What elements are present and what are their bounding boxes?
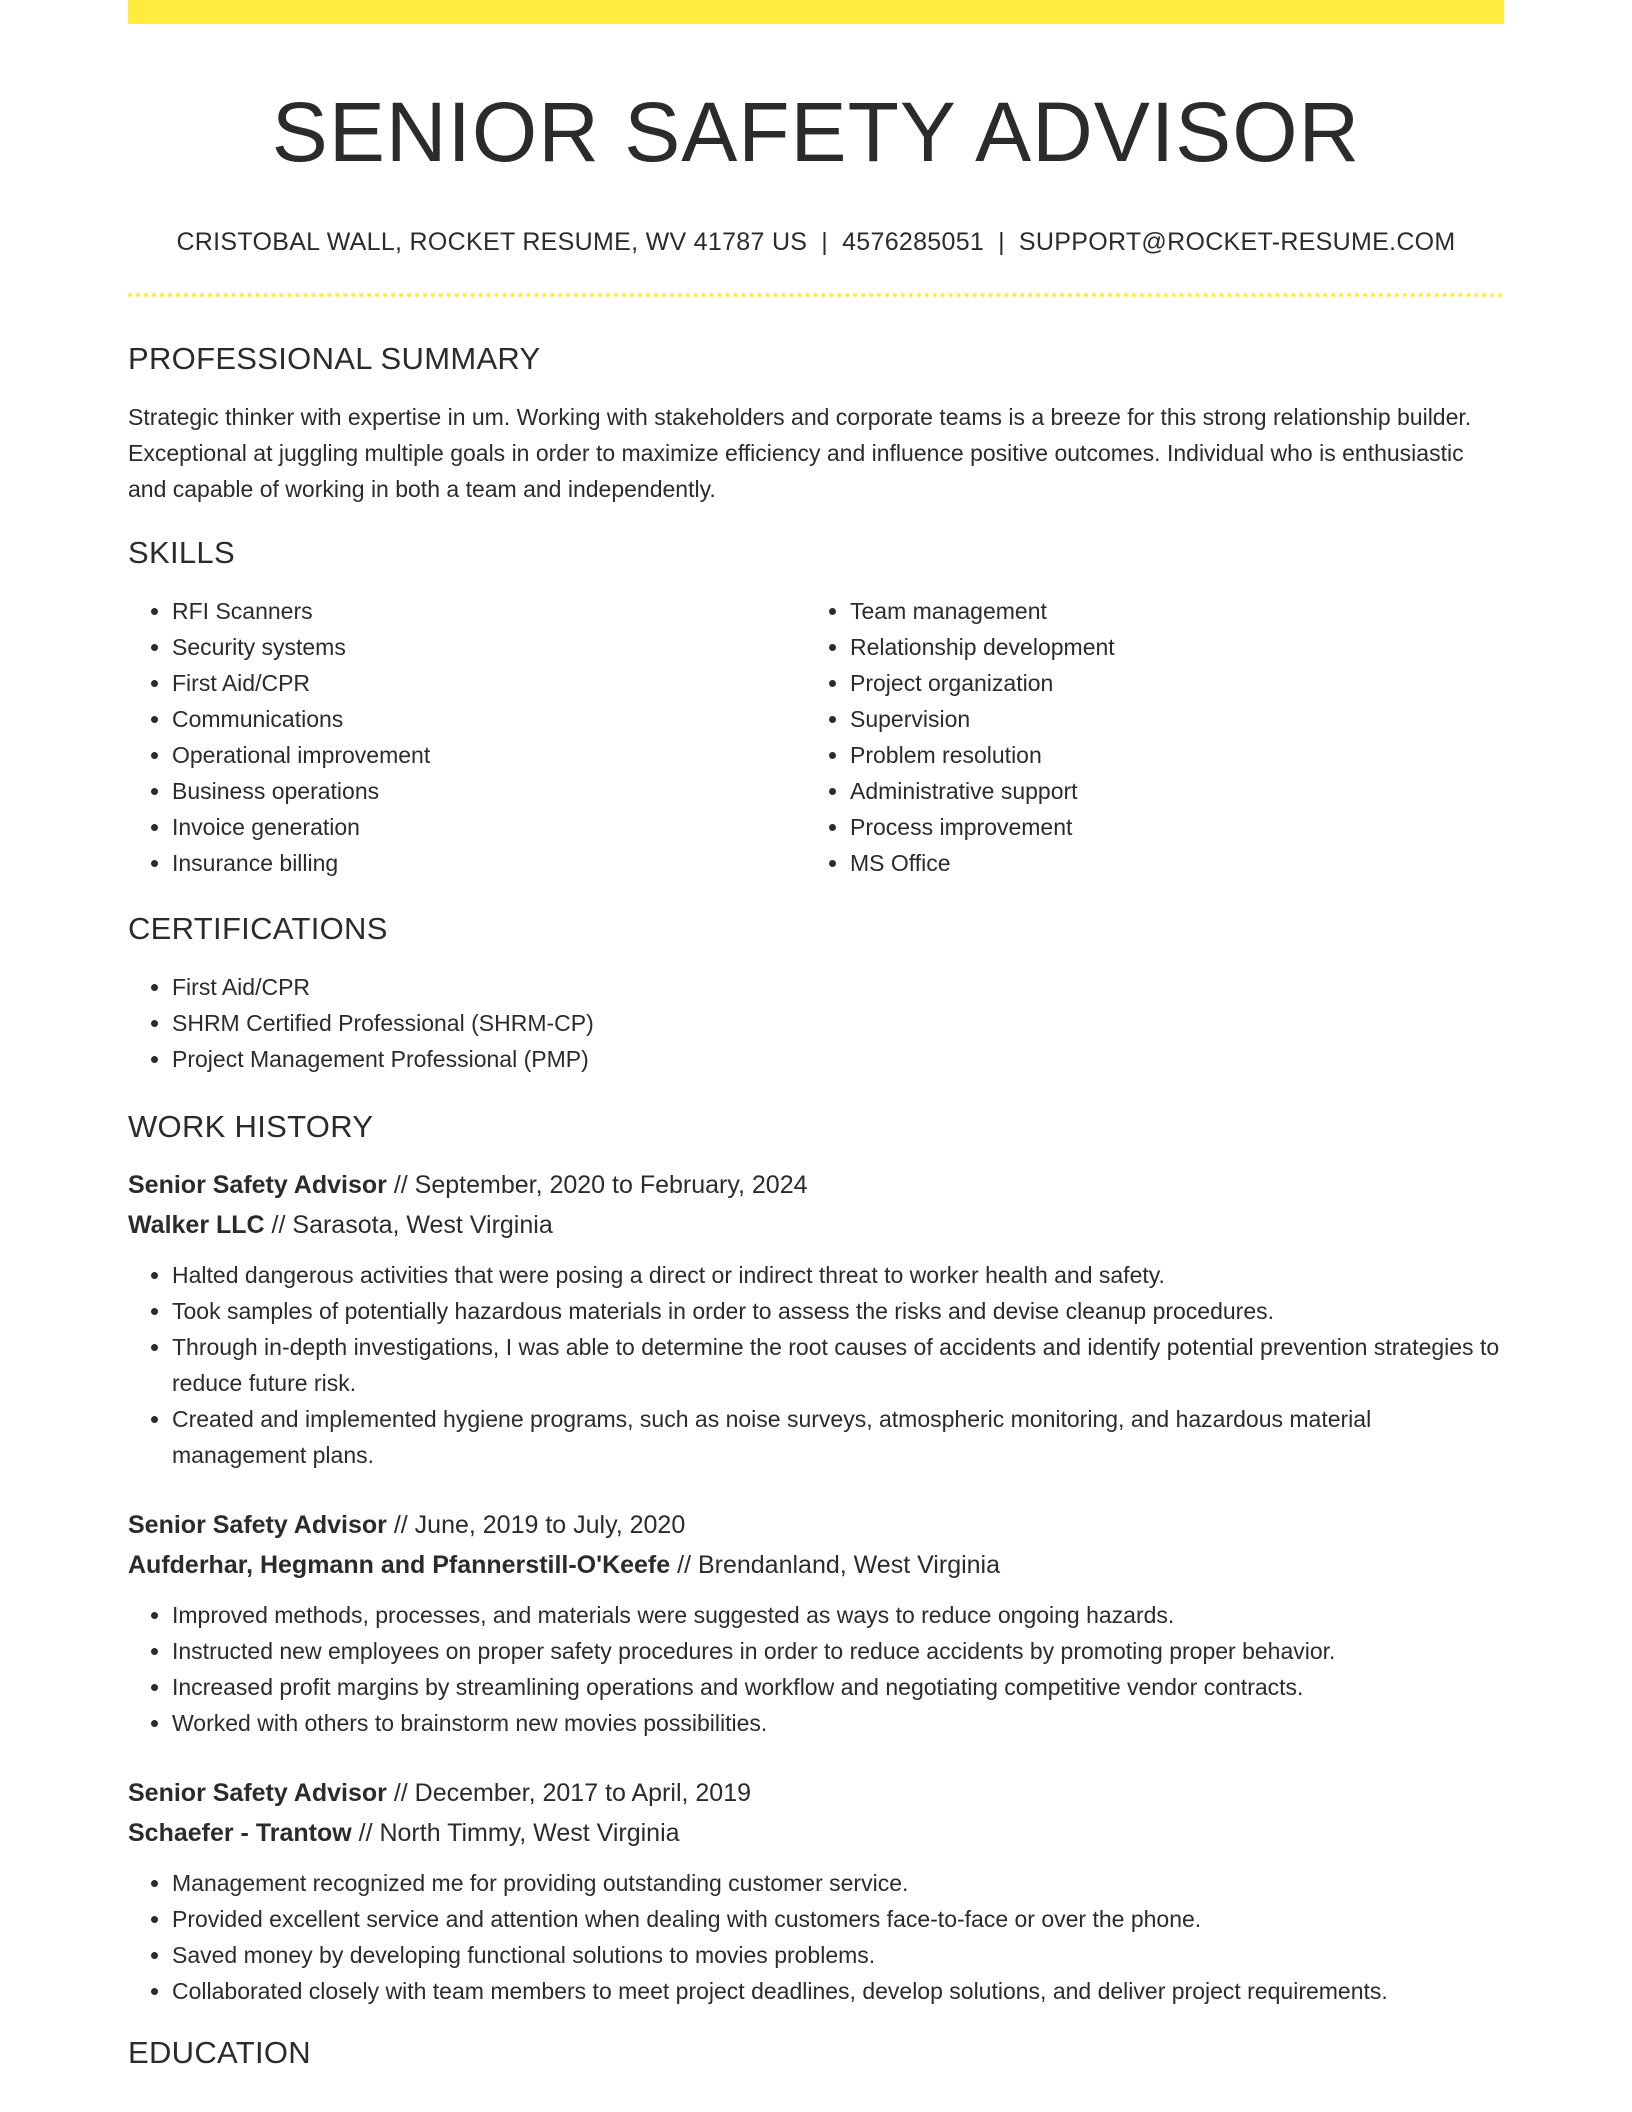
section-heading-education: EDUCATION [128,2035,311,2071]
job-title-line [128,1773,1504,1813]
skills-list-left [128,593,806,881]
skill-item: • Invoice generation [172,809,806,845]
job-bullet: • Worked with others to brainstorm new movies possibilities. [172,1705,1504,1741]
job-bullet: • Increased profit margins by streamlining operations and workflow and negotiating competitive vendor contracts. [172,1669,1504,1705]
education-section [128,2035,1504,2071]
section-heading-certifications: CERTIFICATIONS [128,911,388,947]
job-bullet: • Instructed new employees on proper safety procedures in order to reduce accidents by promoting proper behavior. [172,1633,1504,1669]
skill-item: • Team management [850,593,1484,629]
contact-email: SUPPORT@ROCKET-RESUME.COM [1018,228,1456,257]
skills-column-left [128,593,806,881]
skill-item: • Communications [172,701,806,737]
job-title: Senior Safety Advisor [128,1779,387,1808]
job-company-line [128,1205,1504,1245]
skills-section [128,535,1504,881]
job-bullet: • Through in-depth investigations, I was able to determine the root causes of accidents and identify potential prevention strategies to reduce future risk. [172,1329,1504,1401]
job-entry [128,1505,1504,1741]
resume-title: SENIOR SAFETY ADVISOR [271,85,1361,179]
job-location: North Timmy, West Virginia [379,1819,680,1848]
contact-phone: 4576285051 [842,228,985,257]
job-dates: September, 2020 to February, 2024 [414,1171,808,1200]
job-bullets [128,1597,1504,1741]
certification-item: • First Aid/CPR [172,969,1504,1005]
job-bullet: • Management recognized me for providing outstanding customer service. [172,1865,1504,1901]
job-company-line [128,1545,1504,1585]
job-bullet: • Provided excellent service and attention when dealing with customers face-to-face or over the phone. [172,1901,1504,1937]
contact-line [128,228,1504,257]
job-bullet: • Saved money by developing functional solutions to movies problems. [172,1937,1504,1973]
certification-item: • Project Management Professional (PMP) [172,1041,1504,1077]
job-title-line [128,1165,1504,1205]
certification-item: • SHRM Certified Professional (SHRM-CP) [172,1005,1504,1041]
contact-separator: | [821,228,829,257]
job-separator: // [386,1171,415,1200]
contact-separator: | [998,228,1005,257]
skill-item: • Project organization [850,665,1484,701]
job-separator: // [351,1819,380,1848]
section-heading-work-history: WORK HISTORY [128,1109,374,1145]
dotted-divider [128,293,1504,297]
job-location: Brendanland, West Virginia [697,1551,1001,1580]
job-company: Aufderhar, Hegmann and Pfannerstill-O'Keefe [128,1551,671,1580]
work-history-section [128,1109,1504,2009]
job-dates: June, 2019 to July, 2020 [414,1511,686,1540]
skill-item: • Problem resolution [850,737,1484,773]
job-entry [128,1773,1504,2009]
skill-item: • Insurance billing [172,845,806,881]
job-bullets [128,1865,1504,2009]
skill-item: • Relationship development [850,629,1484,665]
summary-section [128,341,1504,507]
skill-item: • Supervision [850,701,1484,737]
job-separator: // [386,1779,415,1808]
resume-content [128,0,1504,2071]
section-heading-skills: SKILLS [128,535,235,571]
skill-item: • Security systems [172,629,806,665]
skills-columns [128,593,1504,881]
job-bullets [128,1257,1504,1473]
summary-text: Strategic thinker with expertise in um. Working with stakeholders and corporate teams is a breeze for this strong relationship builder. Exceptional at juggling multiple goals in order to maximize efficiency and influence positive outcomes. Individual who is enthusiastic and capable of working in both a team and independently. [128,404,1472,503]
job-company-line [128,1813,1504,1853]
skills-list-right [806,593,1484,881]
job-bullet: • Improved methods, processes, and materials were suggested as ways to reduce ongoing hazards. [172,1597,1504,1633]
job-bullet: • Halted dangerous activities that were posing a direct or indirect threat to worker health and safety. [172,1257,1504,1293]
job-bullet: • Created and implemented hygiene programs, such as noise surveys, atmospheric monitoring, and hazardous material management plans. [172,1401,1504,1473]
skill-item: • First Aid/CPR [172,665,806,701]
job-location: Sarasota, West Virginia [292,1211,553,1240]
skill-item: • Business operations [172,773,806,809]
job-title-line [128,1505,1504,1545]
job-separator: // [264,1211,293,1240]
contact-address: CRISTOBAL WALL, ROCKET RESUME, WV 41787 US [176,228,808,257]
job-bullet: • Collaborated closely with team members to meet project deadlines, develop solutions, and deliver project requirements. [172,1973,1504,2009]
skill-item: • RFI Scanners [172,593,806,629]
skill-item: • MS Office [850,845,1484,881]
job-entry [128,1165,1504,1473]
job-company: Walker LLC [128,1211,265,1240]
job-title: Senior Safety Advisor [128,1511,387,1540]
job-separator: // [670,1551,698,1580]
skill-item: • Process improvement [850,809,1484,845]
section-heading-summary: PROFESSIONAL SUMMARY [128,341,541,377]
certifications-section [128,911,1504,1077]
accent-bar [128,0,1504,24]
job-bullet: • Took samples of potentially hazardous materials in order to assess the risks and devise cleanup procedures. [172,1293,1504,1329]
skill-item: • Administrative support [850,773,1484,809]
certifications-list [128,969,1504,1077]
skills-column-right [806,593,1484,881]
job-dates: December, 2017 to April, 2019 [414,1779,751,1808]
job-title: Senior Safety Advisor [128,1171,387,1200]
job-company: Schaefer - Trantow [128,1819,352,1848]
job-separator: // [386,1511,415,1540]
skill-item: • Operational improvement [172,737,806,773]
